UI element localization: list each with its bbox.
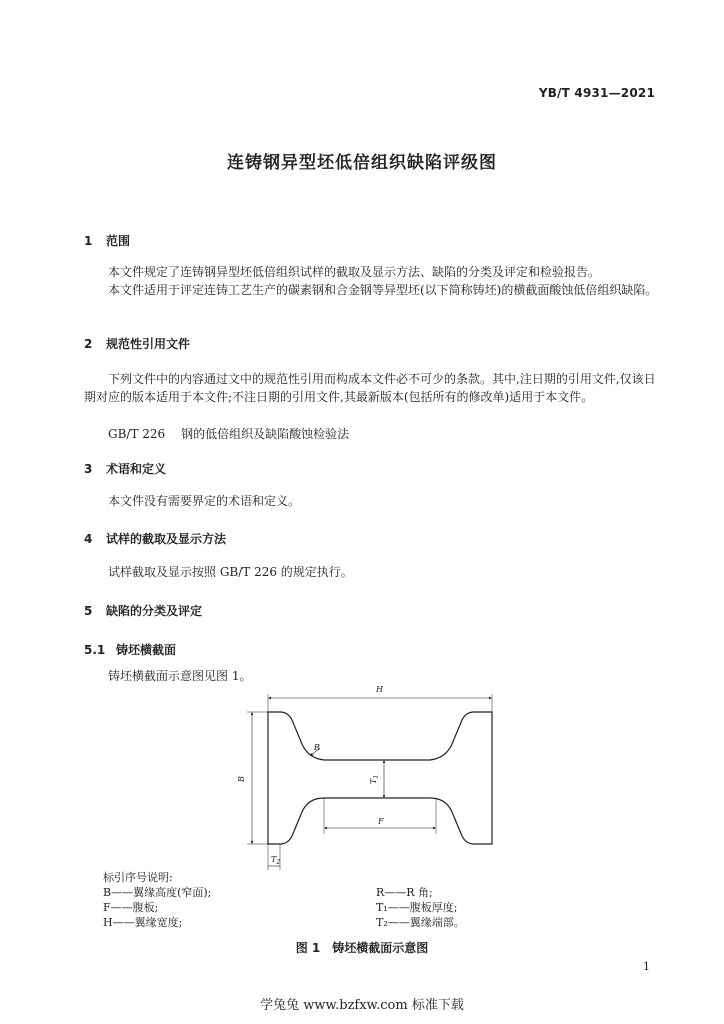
section-5-heading [84, 602, 202, 619]
section-number: 5 [84, 604, 93, 618]
section-3-heading [84, 460, 166, 477]
footer-watermark: 学兔兔 www.bzfxw.com 标准下载 [260, 998, 464, 1013]
legend-item-h: H——翼缘宽度; [103, 916, 183, 929]
label-t2-subscript: 2 [276, 859, 281, 866]
section-1-paragraph-2: 本文件适用于评定连铸工艺生产的碳素钢和合金钢等异型坯(以下简称铸坯)的横截面酸蚀低倍组织缺陷。 [108, 283, 658, 297]
section-5-1-paragraph-1: 铸坯横截面示意图见图 1。 [108, 669, 252, 683]
label-r: R [314, 743, 321, 752]
section-1-heading [84, 232, 130, 249]
section-number: 4 [84, 532, 93, 546]
section-4-heading [84, 530, 226, 547]
reference-title: 钢的低倍组织及缺陷酸蚀检验法 [181, 427, 350, 441]
label-h: H [376, 685, 383, 694]
section-5-1-heading [84, 641, 176, 658]
section-number: 2 [84, 337, 93, 351]
beam-blank-cross-section-figure [230, 678, 510, 874]
normative-reference [108, 425, 349, 442]
section-title: 铸坯横截面 [116, 643, 177, 657]
standard-number: YB/T 4931—2021 [538, 86, 655, 100]
label-t1-subscript: 1 [373, 774, 380, 779]
legend-item-t2: T₂——翼缘端部。 [376, 916, 465, 929]
document-title: 连铸钢异型坯低倍组织缺陷评级图 [227, 153, 497, 173]
section-title: 范围 [106, 234, 131, 248]
legend-right-column [376, 885, 465, 930]
section-2-paragraph-1: 下列文件中的内容通过文中的规范性引用而构成本文件必不可少的条款。其中,注日期的引用文件,仅该日期对应的版本适用于本文件;不注日期的引用文件,其最新版本(包括所有的修改单)适用于本文件。 [84, 372, 656, 404]
section-4-paragraph-1: 试样截取及显示按照 GB/T 226 的规定执行。 [108, 565, 353, 579]
page-number: 1 [643, 960, 650, 973]
legend-left-column [103, 885, 211, 930]
section-title: 规范性引用文件 [106, 337, 191, 351]
legend-item-f: F——腹板; [103, 901, 159, 914]
section-3-paragraph-1: 本文件没有需要界定的术语和定义。 [108, 494, 301, 508]
label-t2-letter: T [271, 855, 277, 864]
section-number: 1 [84, 234, 93, 248]
section-1-paragraph-1: 本文件规定了连铸钢异型坯低倍组织试样的截取及显示方法、缺陷的分类及评定和检验报告。 [108, 265, 601, 279]
reference-code: GB/T 226 [108, 427, 166, 441]
label-t1 [369, 775, 380, 784]
legend-item-b: B——翼缘高度(窄面); [103, 886, 212, 899]
label-b: B [237, 776, 246, 782]
label-f: F [378, 817, 384, 826]
legend-title: 标引序号说明: [103, 871, 173, 884]
legend-item-t1: T₁——腹板厚度; [376, 901, 458, 914]
label-t1-letter: T [369, 778, 378, 784]
section-title: 试样的截取及显示方法 [106, 532, 227, 546]
section-number: 3 [84, 462, 93, 476]
section-title: 术语和定义 [106, 462, 167, 476]
figure-caption: 图 1 铸坯横截面示意图 [295, 941, 429, 955]
section-title: 缺陷的分类及评定 [106, 604, 203, 618]
section-number: 5.1 [84, 643, 106, 657]
legend-item-r: R——R 角; [376, 886, 433, 899]
section-2-heading [84, 335, 190, 352]
label-t2 [271, 855, 280, 866]
